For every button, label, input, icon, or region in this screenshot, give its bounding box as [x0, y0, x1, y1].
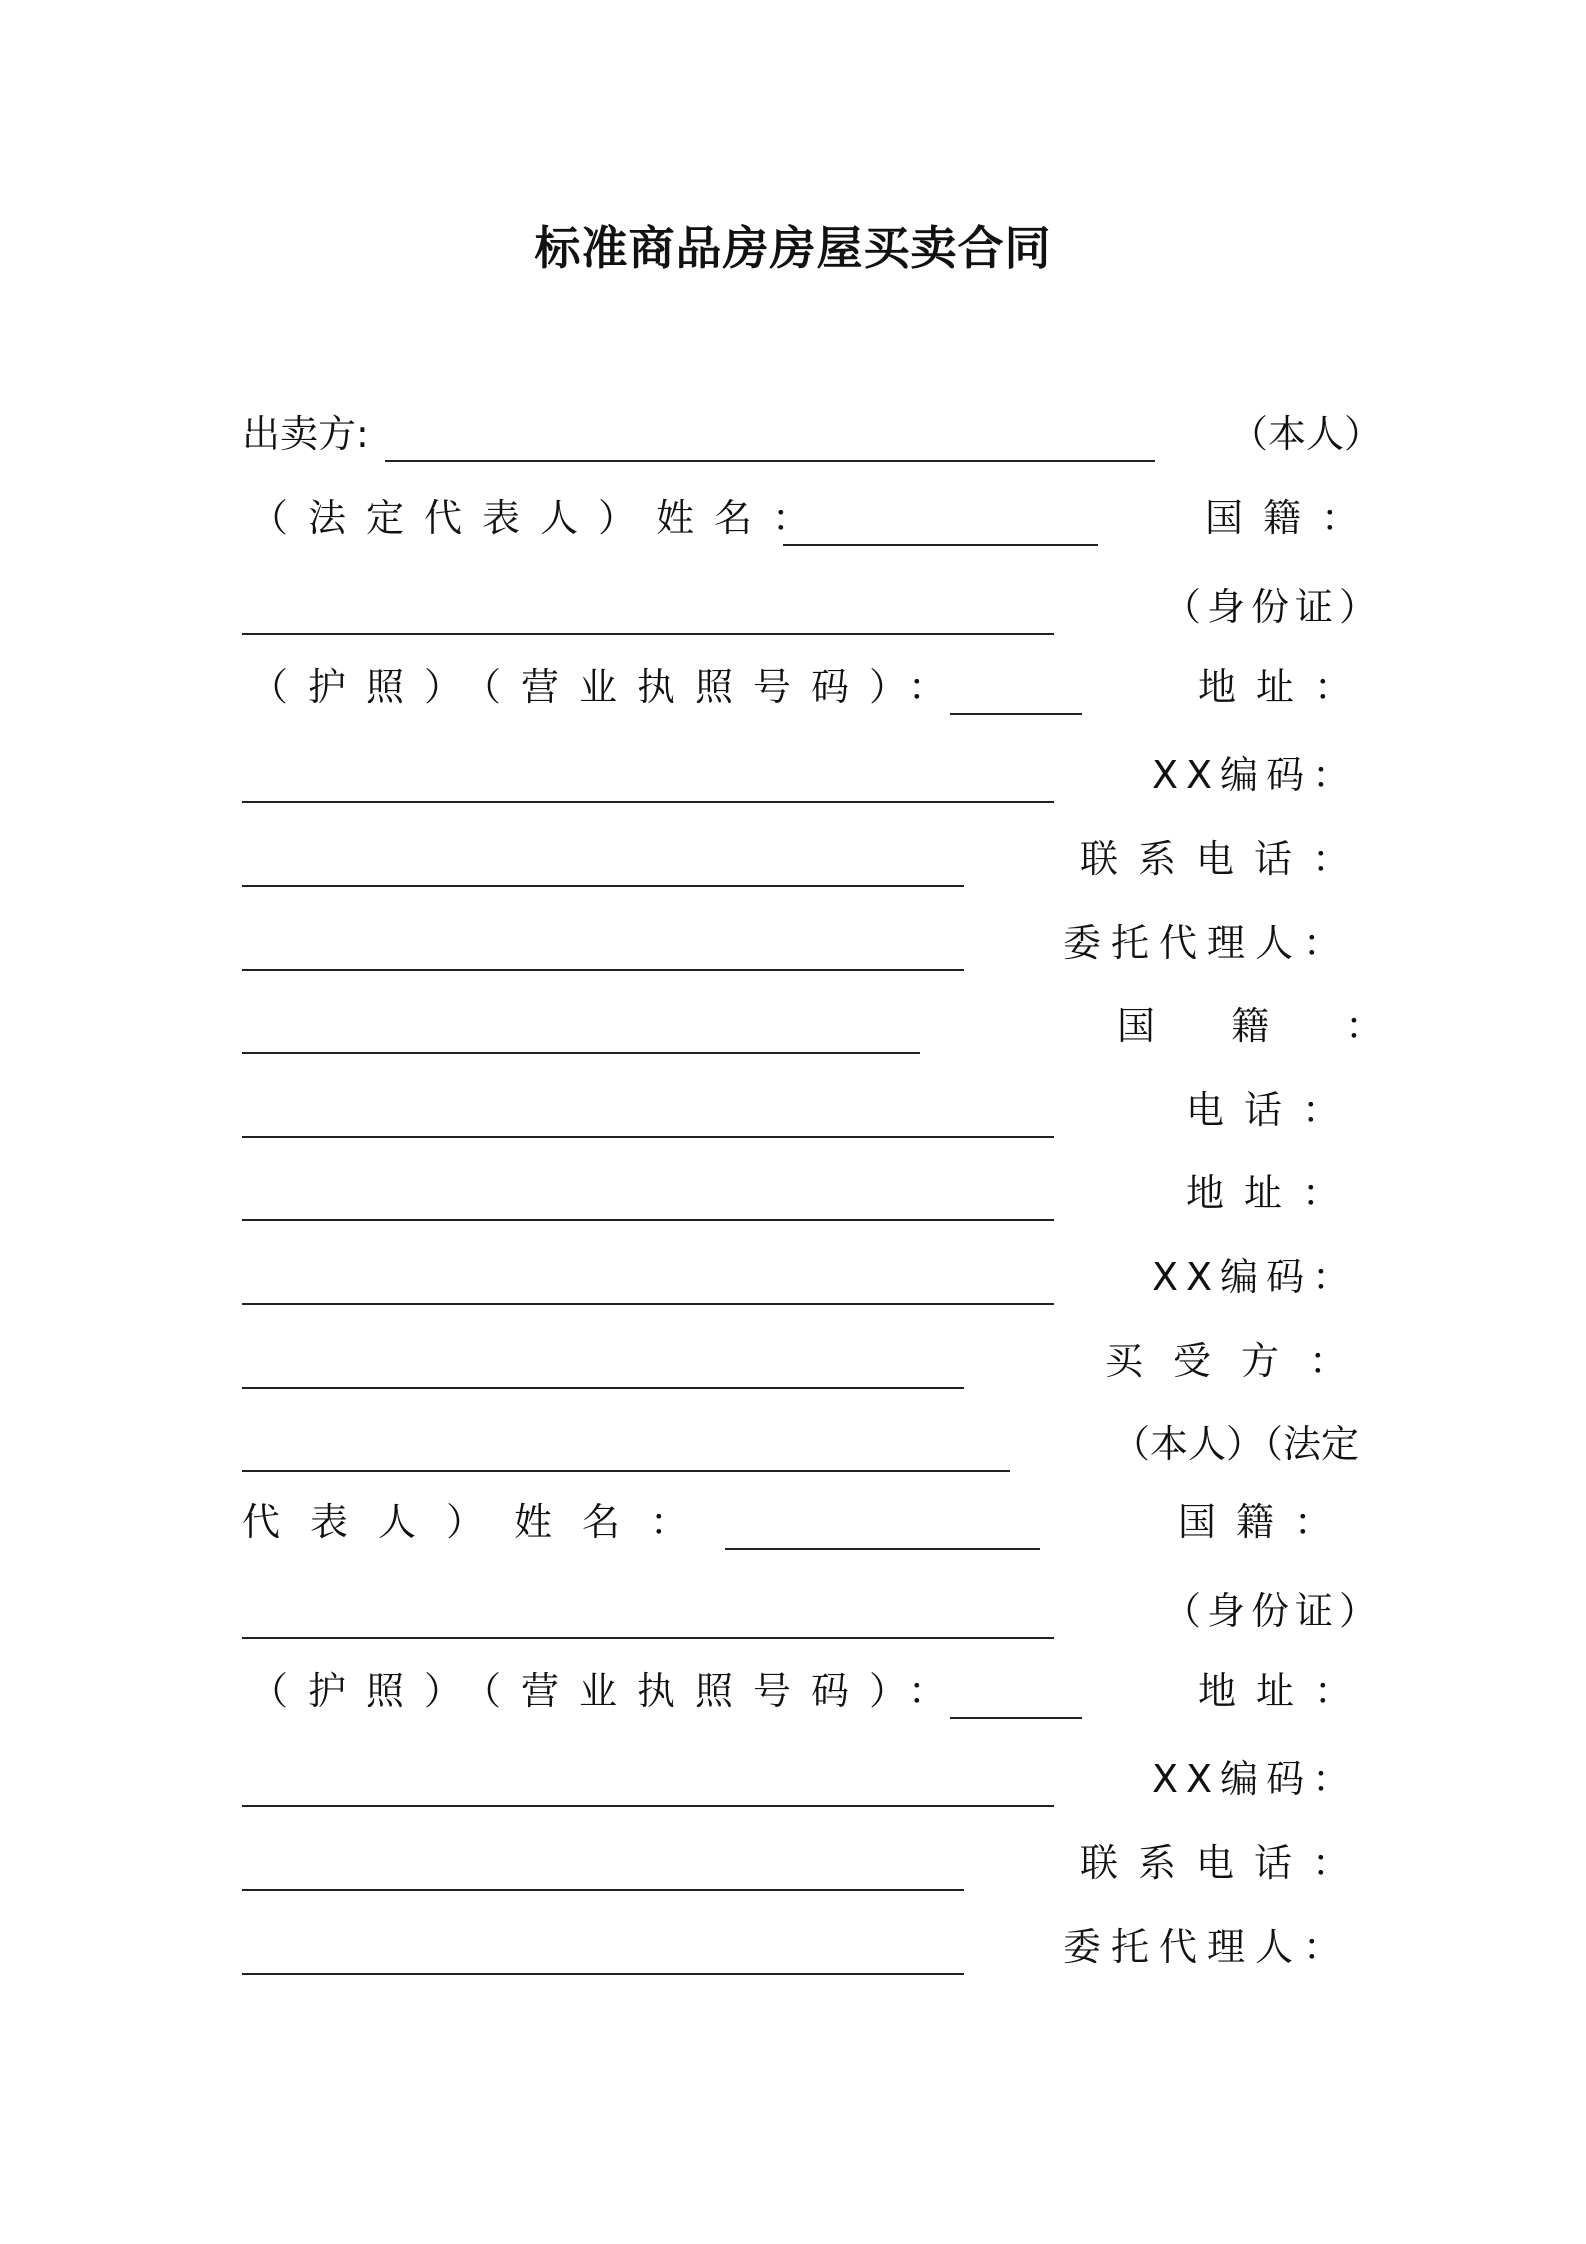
field-label: XX编码：: [1152, 1757, 1359, 1801]
document-title: 标准商品房房屋买卖合同: [534, 221, 1052, 275]
field-label: 国籍：: [1178, 1500, 1353, 1544]
field-label: XX编码：: [1152, 753, 1359, 797]
field-label: 电话：: [1186, 1088, 1361, 1132]
field-label: 国 籍 ：: [1117, 1004, 1404, 1048]
field-label: （本人）: [1230, 412, 1383, 456]
field-row: [0, 745, 1586, 805]
field-row: [0, 577, 1586, 637]
field-label: 地址：: [1198, 665, 1373, 709]
field-row: [0, 829, 1586, 889]
field-row: [0, 1080, 1586, 1140]
field-row: [0, 1492, 1586, 1552]
fill-in-blank[interactable]: [242, 1470, 1010, 1472]
field-row: [0, 488, 1586, 548]
field-row: [0, 1917, 1586, 1977]
field-label: XX编码：: [1152, 1255, 1359, 1299]
field-label: 地址：: [1186, 1171, 1361, 1215]
field-row-buyer: [0, 1331, 1586, 1391]
field-label: （法定代表人）姓名：: [250, 496, 831, 540]
field-label: 国籍：: [1205, 496, 1380, 540]
field-label: （身份证）: [1163, 1589, 1384, 1633]
fill-in-blank[interactable]: [725, 1548, 1040, 1550]
fill-in-blank[interactable]: [950, 713, 1082, 715]
fill-in-blank[interactable]: [242, 885, 964, 887]
field-row: [0, 1414, 1586, 1474]
field-label: （护照）（营业执照号码）：: [250, 665, 967, 709]
fill-in-blank[interactable]: [242, 969, 964, 971]
fill-in-blank[interactable]: [385, 460, 1155, 462]
field-row: [0, 657, 1586, 717]
fill-in-blank[interactable]: [242, 633, 1054, 635]
field-label: 出卖方:: [242, 412, 369, 456]
field-label: 买受方：: [1105, 1339, 1378, 1383]
field-row: [0, 913, 1586, 973]
fill-in-blank[interactable]: [783, 544, 1098, 546]
field-label: 代表人）姓名：: [242, 1500, 719, 1544]
field-label: 委托代理人：: [1063, 921, 1352, 965]
field-label: （护照）（营业执照号码）：: [250, 1669, 967, 1713]
fill-in-blank[interactable]: [242, 1805, 1054, 1807]
field-row: [0, 1661, 1586, 1721]
fill-in-blank[interactable]: [242, 1973, 964, 1975]
field-row: [0, 1833, 1586, 1893]
field-label: （身份证）: [1163, 585, 1384, 629]
fill-in-blank[interactable]: [242, 1136, 1054, 1138]
fill-in-blank[interactable]: [950, 1717, 1082, 1719]
field-row: [0, 1247, 1586, 1307]
field-row: [0, 996, 1586, 1056]
field-label: 委托代理人：: [1063, 1925, 1352, 1969]
field-label: 联系电话：: [1080, 1841, 1371, 1885]
field-label: 联系电话：: [1080, 837, 1371, 881]
field-label: 地址：: [1198, 1669, 1373, 1713]
field-row: [0, 1163, 1586, 1223]
fill-in-blank[interactable]: [242, 1219, 1054, 1221]
fill-in-blank[interactable]: [242, 1052, 920, 1054]
fill-in-blank[interactable]: [242, 1303, 1054, 1305]
field-row: [0, 1581, 1586, 1641]
field-row: [0, 1749, 1586, 1809]
fill-in-blank[interactable]: [242, 1387, 964, 1389]
field-label: （本人）（法定: [1112, 1422, 1360, 1466]
fill-in-blank[interactable]: [242, 1889, 964, 1891]
fill-in-blank[interactable]: [242, 801, 1054, 803]
fill-in-blank[interactable]: [242, 1637, 1054, 1639]
field-row-seller: [0, 404, 1586, 464]
